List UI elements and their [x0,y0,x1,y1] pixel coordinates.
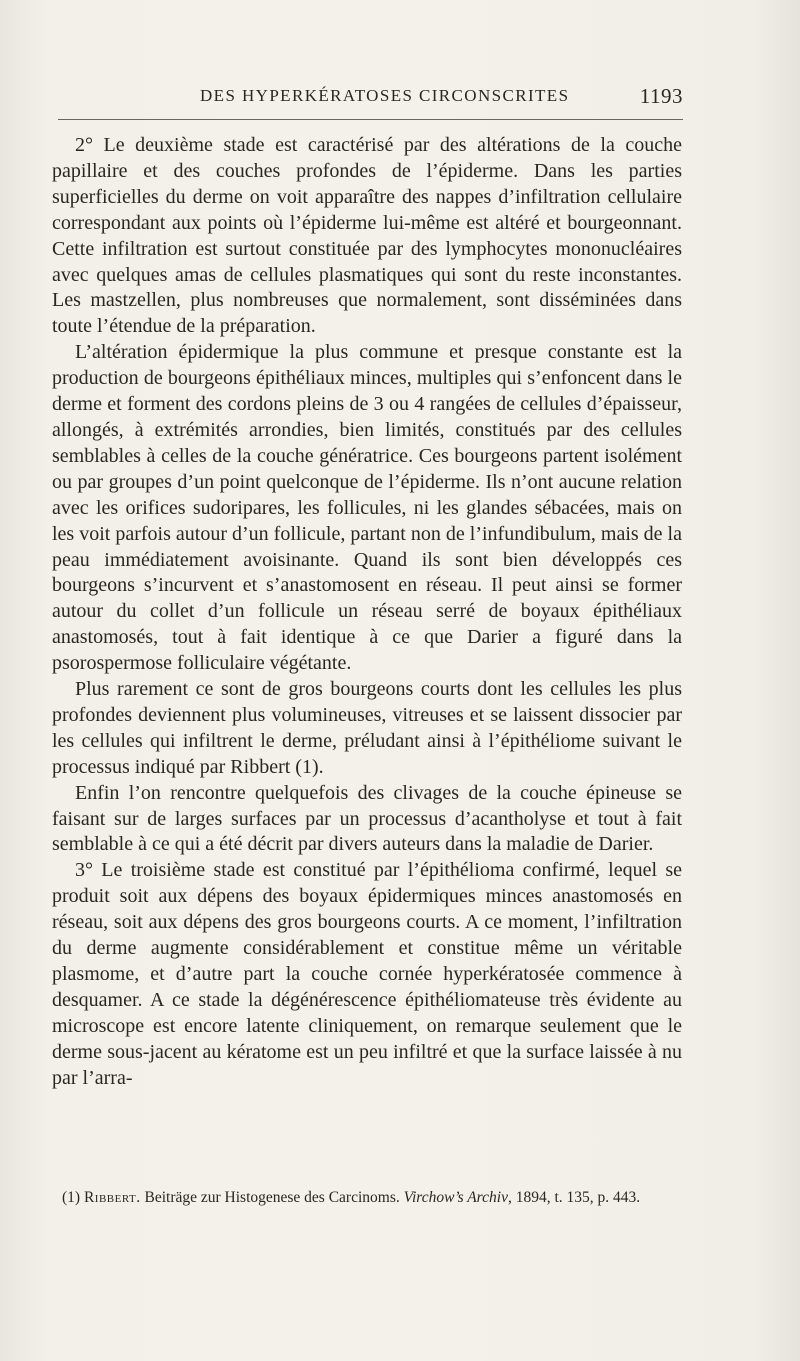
running-title: DES HYPERKÉRATOSES CIRCONSCRITES [200,86,570,105]
paragraph: Plus rarement ce sont de gros bourgeons courts dont les cellules les plus profondes deviennent plus volumineuses, vitreuses et se laissent dissocier par les cellules qui infiltrent le derme, préludant ainsi à l’épithéliome suivant le processus indiqué par Ribbert (1). [52,678,682,778]
footnote-marker: (1) [62,1189,81,1206]
footnote [52,1188,682,1208]
running-head [55,84,683,110]
footnote-title: Beiträge zur Histogenese des Carcinoms. [144,1189,400,1206]
footnote-author: Ribbert. [83,1189,141,1206]
paragraph: L’altération épidermique la plus commune et presque constante est la production de bourgeons épithéliaux minces, multiples qui s’enfoncent dans le derme et forment des cordons pleins de 3 ou 4 rangées de cellules d’épaisseur, allongés, à extrémités arrondies, bien limités, constitués par des cellules semblables à celles de la couche génératrice. Ces bourgeons partent isolément ou par groupes d’un point quelconque de l’épiderme. Ils n’ont aucune relation avec les orifices sudoripares, les follicules, ni les glandes sébacées, mais on les voit parfois autour d’un follicule, partant non de l’infundibulum, mais de la peau immédiatement avoisinante. Quand ils sont bien développés ces bourgeons s’incurvent et s’anastomosent en réseau. Il peut ainsi se former autour du collet d’un follicule un réseau serré de boyaux épithéliaux anastomosés, tout à fait identique à ce que Darier a figuré dans la psorospermose folliculaire végétante. [52,341,682,675]
paragraph: Enfin l’on rencontre quelquefois des clivages de la couche épineuse se faisant sur de larges surfaces par un processus d’acantholyse et tout à fait semblable à ce qui a été décrit par divers auteurs dans la maladie de Darier. [52,781,682,856]
paragraph: 3° Le troisième stade est constitué par l’épithélioma confirmé, lequel se produit soit aux dépens des boyaux épidermiques minces anastomosés en réseau, soit aux dépens des gros bourgeons courts. A ce moment, l’infiltration du derme augmente considérablement et constitue même un véritable plasmome, et d’autre part la couche cornée hyperkératosée commence à desquamer. A ce stade la dégénérescence épithéliomateuse très évidente au microscope est encore latente cliniquement, on remarque seulement que le derme sous-jacent au kératome est un peu infiltré et que la surface laissée à nu par l’arra- [52,859,682,1089]
header-rule [58,119,683,120]
body-text [52,133,682,1092]
footnote-details: , 1894, t. 135, p. 443. [507,1189,641,1206]
page-number: 1193 [639,84,683,108]
footnote-journal: Virchow’s Archiv [403,1189,508,1206]
paragraph: 2° Le deuxième stade est caractérisé par des altérations de la couche papillaire et des couches profondes de l’épiderme. Dans les parties superficielles du derme on voit apparaître des nappes d’infiltration cellulaire correspondant aux points où l’épiderme lui-même est altéré et bourgeonnant. Cette infiltration est surtout constituée par des lymphocytes mononucléaires avec quelques amas de cellules plasmatiques qui sont du reste inconstantes. Les mastzellen, plus nombreuses que normalement, sont disséminées dans toute l’étendue de la préparation. [52,134,682,338]
